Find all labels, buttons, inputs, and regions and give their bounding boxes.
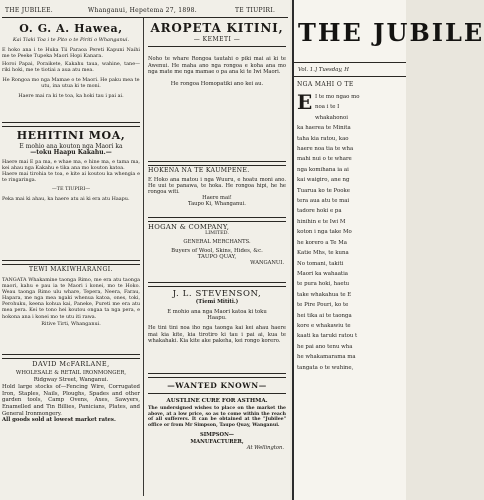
text-line: No tomani, takiti bbox=[297, 260, 344, 267]
hawea-title: O. G. A. Hawea, bbox=[19, 22, 123, 35]
text-line: he whakamarama ma bbox=[297, 354, 356, 361]
hogan-quay: TAUPO QUAY, bbox=[197, 254, 237, 261]
text-line: I te mo ngao mo bbox=[315, 94, 360, 100]
separator-3 bbox=[2, 354, 140, 359]
text-line: he korero a Te Ma bbox=[297, 239, 347, 246]
wanted-sign-1: SIMPSON— bbox=[199, 432, 234, 439]
text-line: tera aua atu te mai bbox=[297, 198, 350, 205]
stevenson-line-2: Haapu. bbox=[207, 315, 227, 322]
stevenson-body: He tini tini noa iho nga taonga kai kei ahau haere mai kia kite, kia tirotiro ki tau i pai ai, kua te whakahaki. Kia kite ake pakeha, kei rongo korero. bbox=[148, 325, 286, 345]
hehitini-footer: —TE TIUPIRI— bbox=[51, 185, 91, 192]
text-line: koton i nga take Mo bbox=[297, 229, 352, 236]
hawea-subtitle: Kai Tiaki Toa i te Pito o te Piriti o Whanganui. bbox=[12, 37, 130, 43]
separator-r3 bbox=[148, 282, 286, 287]
text-line: whakahonoi bbox=[315, 114, 348, 121]
wanted-rule bbox=[148, 393, 286, 394]
text-line: hei tika ai te taonga bbox=[297, 312, 352, 319]
masthead-title: THE JUBILE bbox=[298, 18, 484, 47]
second-page-heading: NGA MAHI O TE bbox=[297, 81, 354, 88]
text-line: noa i te I bbox=[315, 104, 340, 111]
aropeta-body: Noho te whare Rongoa tautahi o piki mai ai ki te Awenui. He maha ano nga rongoa e koha ana mo nga mate me nga mamae o pa ana ki te Iwi Maori. bbox=[148, 56, 286, 76]
aropeta-title: AROPETA KITINI, bbox=[150, 21, 284, 35]
text-line: tadore hoki e pa bbox=[297, 208, 342, 215]
hehitini-ad bbox=[2, 129, 140, 202]
page-header bbox=[2, 5, 288, 17]
drop-cap: E bbox=[297, 90, 313, 114]
separator-r4 bbox=[148, 373, 286, 378]
masthead-rule-top bbox=[294, 62, 406, 63]
header-page-name: TE TIUPIRI. bbox=[235, 7, 276, 14]
wanted-title: —WANTED KNOWN— bbox=[167, 381, 267, 390]
masthead-rule-bottom bbox=[294, 76, 406, 77]
header-paper-name: THE JUBILEE. bbox=[5, 7, 54, 14]
hokena-signature: Taupo Ki, Whanganui. bbox=[188, 201, 246, 208]
aropeta-subtitle: — KEMETI — bbox=[193, 36, 241, 43]
wanted-ad bbox=[148, 381, 286, 451]
hawea-text-4: Haere mai ra ki te toa, ka hoki tau i pai ai. bbox=[18, 92, 124, 99]
hokena-line: Haere mai! bbox=[202, 195, 232, 202]
hokena-body: E Hoko ana matou i nga Wuuru, e hoatu moni ano. He uui te panawa, te hoka. He rongoa hipi, he he rongoa witi. bbox=[148, 177, 286, 196]
text-line: Maori ka wahaatia bbox=[297, 270, 349, 277]
wanted-sign-2: MANUFACTURER, bbox=[190, 438, 244, 445]
separator-2 bbox=[2, 260, 140, 265]
aropeta-rule bbox=[148, 46, 286, 47]
hokena-ad bbox=[148, 167, 286, 207]
stevenson-ad bbox=[148, 289, 286, 345]
text-line: mahi nui o te whare bbox=[297, 156, 352, 163]
stevenson-title: J. L. STEVENSON, bbox=[172, 289, 262, 299]
hehitini-title: HEHITINI MOA, bbox=[16, 129, 126, 142]
mcfarlane-name: DAVID McFARLANE, bbox=[32, 360, 110, 368]
newspaper-page-right bbox=[292, 0, 484, 500]
separator-r1 bbox=[148, 161, 286, 166]
tewi-ad bbox=[2, 266, 140, 327]
text-line: he pai ano tenu wha bbox=[297, 343, 353, 350]
hawea-text-1: E hoko ana i te Huka Tii Paraoa Pereti Kapuni Naihi me te Peeke Tupeka Maori Hopi Kanara. bbox=[2, 47, 140, 60]
hogan-town: WANGANUI. bbox=[250, 260, 284, 267]
mcfarlane-ad bbox=[2, 360, 140, 423]
mcfarlane-body: Hold large stocks of—Fencing Wire, Corrugated Iron, Staples, Nails, Ploughs, Spades and other garden tools, Camp Ovens, Axes, Sawyers, Enamelled and Tin Billies, Panicians, Plates, and General Ironmongery. bbox=[2, 384, 140, 417]
separator-r2 bbox=[148, 217, 286, 222]
wanted-head: AUSTLINE CURE FOR ASTHMA. bbox=[166, 398, 268, 404]
hehitini-text-2: Haere mai tirohia te toa, e kite ai koutou ka whengia e te ringaringa. bbox=[2, 171, 140, 184]
second-page-text bbox=[297, 92, 405, 373]
aropeta-ad bbox=[148, 21, 286, 87]
mcfarlane-role: WHOLESALE & RETAIL IRONMONGER, bbox=[15, 370, 127, 376]
hawea-text-2: Horoi Papai, Poraikete, Kakahu taua, wahine, tane—riki hoki, me te tiotiai a aua atu mea. bbox=[2, 61, 140, 74]
text-line: haere noa tia te wha bbox=[297, 146, 354, 153]
text-line: Katie Mhs, te kuna bbox=[297, 250, 349, 257]
text-line: ka haerea te Minita bbox=[297, 125, 351, 132]
hehitini-text-3: Peka mai ki ahau, ka haere atu ai ki era atu Haapu. bbox=[2, 195, 130, 202]
hogan-role: GENERAL MERCHANTS. bbox=[183, 239, 251, 246]
wanted-body: The undersigned wishes to place on the market the above, at a low price, so as to come within the reach of all sufferers. It can be obtained at the "Jubilee" office or from Mr Simpson, Taupo Quay, Wanganui. bbox=[148, 406, 286, 428]
stevenson-subtitle: (Tiemi Mititi.) bbox=[195, 299, 239, 305]
hawea-ad bbox=[2, 22, 140, 99]
hogan-limited: LIMITED. bbox=[205, 231, 229, 236]
header-rule bbox=[2, 17, 288, 18]
hogan-body: Buyers of Wool, Skins, Hides, &c. bbox=[171, 248, 263, 255]
text-line: hinihin e te Iwi M bbox=[297, 218, 346, 225]
hawea-text-3: He Rongoa mo nga Mamae o te Maori. He paku mea te utu, ina utua ki te moni. bbox=[2, 77, 140, 90]
wanted-sign-3: At Wellington. bbox=[246, 444, 284, 451]
hehitini-text-1: Haere mai E pa ma, e whae ma, e hine ma, e tama ma, kei ahau nga Kakahu e tika ana mo kouton katoa. bbox=[2, 159, 140, 172]
text-line: kore e whakawiu te bbox=[297, 322, 351, 329]
hehitini-line-1: E mohio ana kouton nga Maori ka bbox=[19, 143, 123, 150]
tewi-signature: Ritive Tirti, Whanganui. bbox=[41, 320, 101, 327]
masthead-subline: Vol. 1.] Tuesday, H bbox=[298, 67, 349, 73]
tewi-body: TANGATA Whakamine taonga Rimo, me era atu taonga maori, kahu e pau ia te Maori i konei, mo te Hoko. Weau taonga Rimo ulu whare, Tepera, Neera, Farau, Hapara, me nga mea ngaki whenua katoa, ones, toki, Perohuku, keena kohua kai, Paneke, Pureti me era atu mea pera. Kei te tono hei koutou ongaa ta nga pera, e hokona ana i konei mo te utu iti rawa. bbox=[2, 277, 140, 320]
text-line: tangata o te wuhine, bbox=[297, 364, 354, 371]
text-line: take whakahua te E bbox=[297, 291, 352, 298]
text-line: te Pire Pouri, ko te bbox=[297, 302, 349, 309]
mcfarlane-address: Ridgway Street, Wanganui. bbox=[33, 377, 109, 384]
separator-1 bbox=[2, 122, 140, 127]
text-line: taha kia ratou, kao bbox=[297, 135, 349, 142]
text-line: kai waigiro, ane ng bbox=[297, 177, 350, 184]
text-line: Tuarua ko te Pooke bbox=[297, 187, 350, 194]
mcfarlane-closing: All goods sold at lowest market rates. bbox=[2, 417, 116, 424]
hogan-title: HOGAN & COMPANY, bbox=[148, 223, 230, 231]
hehitini-line-2: —toku Haapu Kakahu.— bbox=[30, 149, 112, 157]
hokena-title: HOKENA NA TE KAUMPENE. bbox=[148, 167, 250, 174]
column-divider bbox=[143, 18, 144, 496]
text-line: kaati ka taruki ratou t bbox=[297, 333, 358, 340]
text-line: te pura hoki, haetu bbox=[297, 281, 350, 288]
tewi-title: TEWI MAKIWHARANGI. bbox=[28, 266, 114, 273]
header-dateline: Whanganui, Hepetema 27, 1898. bbox=[88, 7, 197, 14]
aropeta-tag: He rongoa Homopatiki ano kei au. bbox=[170, 80, 264, 87]
stevenson-line-1: E mohio ana nga Maori katoa ki toku bbox=[167, 309, 267, 316]
hogan-ad bbox=[148, 223, 286, 266]
text-line: nga komihana ia ai bbox=[297, 166, 349, 173]
